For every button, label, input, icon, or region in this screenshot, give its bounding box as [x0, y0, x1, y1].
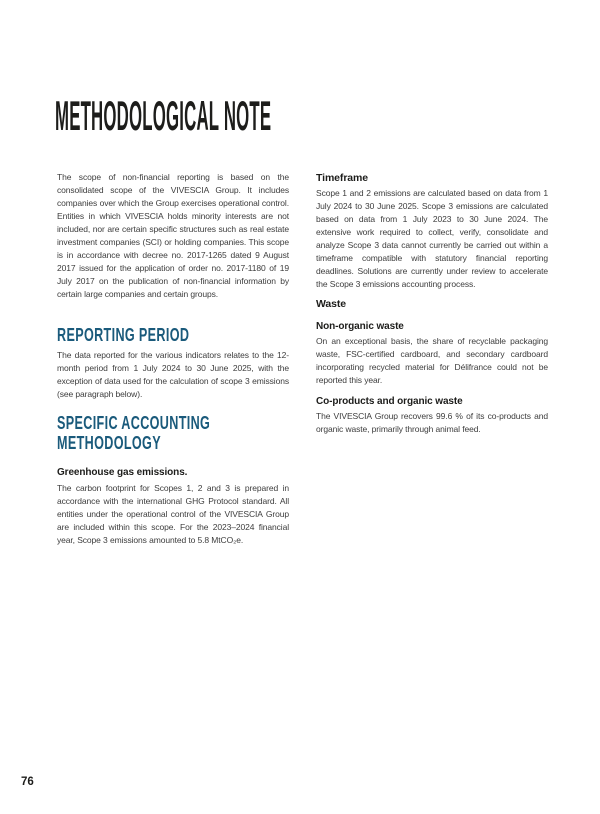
reporting-period-paragraph: The data reported for the various indicators relates to the 12-month period from 1 July 2024 to 30 June 2025, with the exception of data used for the calculation of scope 3 emissions (see paragraph below). [57, 350, 289, 399]
page-number: 76 [21, 776, 34, 788]
section-heading-reporting-period: REPORTING PERIOD [57, 325, 190, 345]
subheading-co-products-organic-waste: Co-products and organic waste [316, 396, 463, 407]
left-column [57, 165, 289, 547]
subheading-greenhouse-gas-emissions: Greenhouse gas emissions. [57, 467, 188, 478]
intro-paragraph: The scope of non-financial reporting is based on the consolidated scope of the VIVESCIA Group. It includes companies over which the Group exercises operational control. Entities in which VIVESCIA holds minority interests are not included, nor are certain specific structures such as real estate investment companies (SCI) or holding companies. This scope is in accordance with decree no. 2017-1265 dated 9 August 2017 issued for the application of order no. 2017-1180 of 19 July 2017 on the publication of non-financial information by certain large companies and certain groups. [57, 172, 289, 299]
heading-waste: Waste [316, 298, 347, 310]
greenhouse-gas-paragraph: The carbon footprint for Scopes 1, 2 and 3 is prepared in accordance with the international GHG Protocol standard. All entities under the operational control of the VIVESCIA Group are included within this scope. For the 2023–2024 financial year, Scope 3 emissions amounted to 5.8 MtCO₂e. [57, 483, 289, 545]
heading-timeframe: Timeframe [316, 172, 369, 184]
timeframe-paragraph: Scope 1 and 2 emissions are calculated based on data from 1 July 2024 to 30 June 2025. Scope 3 emissions are calculated based on data from 1 July 2023 to 30 June 2024. The extensive work required to collect, verify, consolidate and analyze Scope 3 data cannot currently be carried out within a timeframe compatible with statutory financial reporting deadlines. Solutions are currently under review to accelerate the Scope 3 emissions accounting process. [316, 188, 548, 289]
section-heading-specific-accounting-methodology: SPECIFIC ACCOUNTING METHODOLOGY [57, 413, 211, 453]
subheading-non-organic-waste: Non-organic waste [316, 321, 404, 332]
page-title: METHODOLOGICAL NOTE [55, 92, 272, 139]
non-organic-waste-paragraph: On an exceptional basis, the share of recyclable packaging waste, FSC-certified cardboard, and secondary cardboard incorporating recycled material for Délifrance could not be reported this year. [316, 336, 548, 385]
right-column [316, 165, 548, 436]
co-products-paragraph: The VIVESCIA Group recovers 99.6 % of its co-products and organic waste, primarily through animal feed. [316, 411, 548, 434]
